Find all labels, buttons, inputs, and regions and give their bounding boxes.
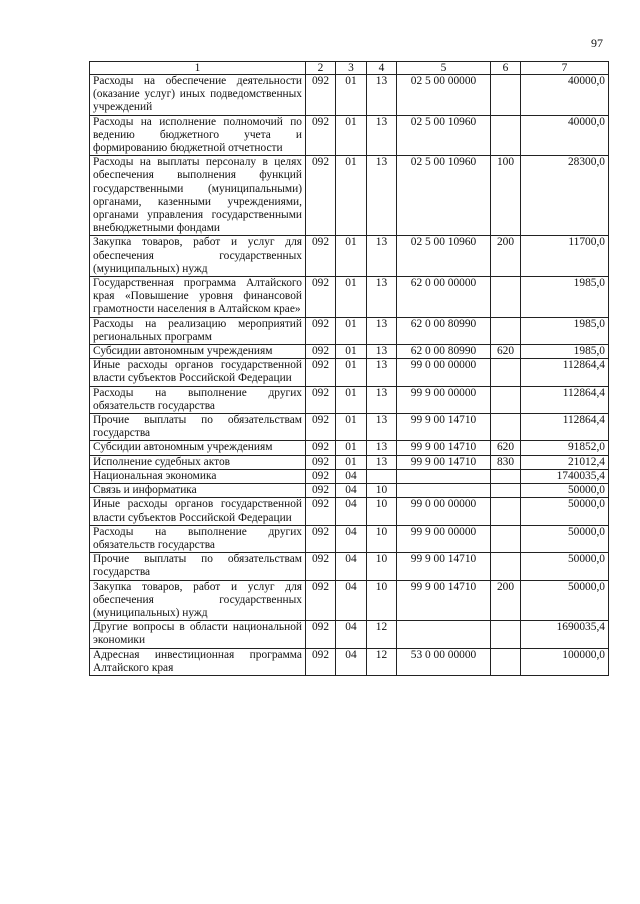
row-csr: 02 5 00 10960	[397, 156, 491, 236]
row-rz: 01	[336, 277, 367, 318]
row-name: Расходы на выполнение других обязательств государства	[90, 525, 306, 552]
row-amount: 21012,4	[521, 455, 609, 469]
row-vr: 620	[491, 441, 521, 455]
row-name: Расходы на выплаты персоналу в целях обеспечения выполнения функций государственными (муниципальными) органами, казенными учреждениями, органами управления государственными внебюджетными фондами	[90, 156, 306, 236]
row-ved: 092	[306, 621, 336, 648]
row-rz: 04	[336, 469, 367, 483]
table-row	[90, 414, 609, 441]
row-ved: 092	[306, 75, 336, 116]
row-vr: 200	[491, 236, 521, 277]
row-pr: 13	[367, 115, 397, 156]
row-vr	[491, 115, 521, 156]
row-ved: 092	[306, 386, 336, 413]
budget-table	[89, 61, 609, 676]
table-row	[90, 156, 609, 236]
row-vr: 620	[491, 345, 521, 359]
table-row	[90, 648, 609, 675]
row-csr: 99 9 00 00000	[397, 525, 491, 552]
col-header-ved: 2	[306, 62, 336, 75]
row-name: Связь и информатика	[90, 484, 306, 498]
row-csr: 99 9 00 14710	[397, 580, 491, 621]
table-row	[90, 277, 609, 318]
row-amount: 11700,0	[521, 236, 609, 277]
row-pr: 13	[367, 75, 397, 116]
row-csr: 99 9 00 00000	[397, 386, 491, 413]
row-rz: 01	[336, 345, 367, 359]
row-csr: 62 0 00 80990	[397, 317, 491, 344]
row-vr	[491, 525, 521, 552]
col-header-amount: 7	[521, 62, 609, 75]
table-row	[90, 455, 609, 469]
row-ved: 092	[306, 553, 336, 580]
row-rz: 04	[336, 525, 367, 552]
row-rz: 01	[336, 455, 367, 469]
row-csr: 53 0 00 00000	[397, 648, 491, 675]
row-csr: 02 5 00 10960	[397, 115, 491, 156]
row-amount: 40000,0	[521, 75, 609, 116]
row-ved: 092	[306, 484, 336, 498]
row-ved: 092	[306, 469, 336, 483]
row-ved: 092	[306, 317, 336, 344]
row-amount: 50000,0	[521, 484, 609, 498]
table-row	[90, 441, 609, 455]
col-header-pr: 4	[367, 62, 397, 75]
row-amount: 50000,0	[521, 525, 609, 552]
row-ved: 092	[306, 359, 336, 386]
row-name: Расходы на исполнение полномочий по ведению бюджетного учета и формированию бюджетной отчетности	[90, 115, 306, 156]
row-csr	[397, 484, 491, 498]
row-pr: 10	[367, 580, 397, 621]
row-pr: 10	[367, 553, 397, 580]
row-amount: 100000,0	[521, 648, 609, 675]
row-amount: 28300,0	[521, 156, 609, 236]
row-pr: 10	[367, 498, 397, 525]
col-header-csr: 5	[397, 62, 491, 75]
table-row	[90, 359, 609, 386]
row-rz: 01	[336, 236, 367, 277]
table-row	[90, 386, 609, 413]
row-ved: 092	[306, 455, 336, 469]
row-vr	[491, 469, 521, 483]
row-vr	[491, 277, 521, 318]
row-amount: 112864,4	[521, 386, 609, 413]
table-row	[90, 498, 609, 525]
row-vr	[491, 317, 521, 344]
row-name: Другие вопросы в области национальной экономики	[90, 621, 306, 648]
row-csr: 62 0 00 00000	[397, 277, 491, 318]
row-ved: 092	[306, 414, 336, 441]
table-row	[90, 469, 609, 483]
row-name: Расходы на обеспечение деятельности (оказание услуг) иных подведомственных учреждений	[90, 75, 306, 116]
row-ved: 092	[306, 277, 336, 318]
row-pr: 13	[367, 414, 397, 441]
row-name: Субсидии автономным учреждениям	[90, 441, 306, 455]
row-amount: 112864,4	[521, 414, 609, 441]
row-amount: 50000,0	[521, 580, 609, 621]
row-amount: 1740035,4	[521, 469, 609, 483]
row-ved: 092	[306, 345, 336, 359]
row-amount: 1985,0	[521, 317, 609, 344]
row-pr: 10	[367, 525, 397, 552]
row-name: Иные расходы органов государственной власти субъектов Российской Федерации	[90, 359, 306, 386]
row-vr	[491, 648, 521, 675]
page-number: 97	[591, 36, 603, 50]
row-pr: 13	[367, 455, 397, 469]
row-pr: 12	[367, 648, 397, 675]
row-pr: 13	[367, 386, 397, 413]
row-csr: 99 9 00 14710	[397, 414, 491, 441]
row-ved: 092	[306, 648, 336, 675]
row-amount: 91852,0	[521, 441, 609, 455]
row-rz: 01	[336, 75, 367, 116]
col-header-rz: 3	[336, 62, 367, 75]
row-rz: 04	[336, 648, 367, 675]
table-row	[90, 345, 609, 359]
row-csr: 62 0 00 80990	[397, 345, 491, 359]
row-rz: 04	[336, 621, 367, 648]
row-vr	[491, 553, 521, 580]
row-ved: 092	[306, 580, 336, 621]
row-amount: 112864,4	[521, 359, 609, 386]
row-amount: 50000,0	[521, 553, 609, 580]
col-header-name: 1	[90, 62, 306, 75]
row-rz: 04	[336, 484, 367, 498]
row-ved: 092	[306, 498, 336, 525]
row-pr: 12	[367, 621, 397, 648]
row-pr: 13	[367, 277, 397, 318]
row-amount: 1985,0	[521, 345, 609, 359]
row-ved: 092	[306, 156, 336, 236]
row-name: Субсидии автономным учреждениям	[90, 345, 306, 359]
row-pr: 13	[367, 345, 397, 359]
row-name: Расходы на реализацию мероприятий региональных программ	[90, 317, 306, 344]
row-pr: 13	[367, 317, 397, 344]
row-rz: 01	[336, 317, 367, 344]
row-csr: 99 0 00 00000	[397, 359, 491, 386]
row-amount: 1690035,4	[521, 621, 609, 648]
row-vr: 100	[491, 156, 521, 236]
row-pr: 13	[367, 156, 397, 236]
row-ved: 092	[306, 441, 336, 455]
header-row	[90, 62, 609, 75]
table-row	[90, 580, 609, 621]
table-row	[90, 525, 609, 552]
row-pr: 10	[367, 484, 397, 498]
row-vr	[491, 414, 521, 441]
row-vr: 830	[491, 455, 521, 469]
row-pr	[367, 469, 397, 483]
row-ved: 092	[306, 115, 336, 156]
row-csr: 99 9 00 14710	[397, 553, 491, 580]
row-csr: 02 5 00 10960	[397, 236, 491, 277]
table-row	[90, 115, 609, 156]
row-rz: 01	[336, 441, 367, 455]
table-row	[90, 317, 609, 344]
row-vr	[491, 75, 521, 116]
row-csr	[397, 469, 491, 483]
row-rz: 01	[336, 115, 367, 156]
table-row	[90, 75, 609, 116]
col-header-vr: 6	[491, 62, 521, 75]
row-rz: 04	[336, 580, 367, 621]
table-row	[90, 236, 609, 277]
row-name: Государственная программа Алтайского края «Повышение уровня финансовой грамотности населения в Алтайском крае»	[90, 277, 306, 318]
row-amount: 1985,0	[521, 277, 609, 318]
row-rz: 01	[336, 414, 367, 441]
row-pr: 13	[367, 359, 397, 386]
row-amount: 40000,0	[521, 115, 609, 156]
row-csr: 02 5 00 00000	[397, 75, 491, 116]
row-vr	[491, 498, 521, 525]
row-ved: 092	[306, 236, 336, 277]
row-rz: 01	[336, 156, 367, 236]
row-pr: 13	[367, 441, 397, 455]
table-row	[90, 484, 609, 498]
row-ved: 092	[306, 525, 336, 552]
row-name: Исполнение судебных актов	[90, 455, 306, 469]
row-rz: 01	[336, 386, 367, 413]
row-vr	[491, 386, 521, 413]
row-rz: 04	[336, 498, 367, 525]
row-csr: 99 0 00 00000	[397, 498, 491, 525]
row-name: Прочие выплаты по обязательствам государства	[90, 553, 306, 580]
row-csr: 99 9 00 14710	[397, 441, 491, 455]
row-name: Прочие выплаты по обязательствам государства	[90, 414, 306, 441]
row-name: Закупка товаров, работ и услуг для обеспечения государственных (муниципальных) нужд	[90, 236, 306, 277]
row-name: Адресная инвестиционная программа Алтайского края	[90, 648, 306, 675]
table-row	[90, 553, 609, 580]
row-vr: 200	[491, 580, 521, 621]
row-name: Закупка товаров, работ и услуг для обеспечения государственных (муниципальных) нужд	[90, 580, 306, 621]
row-csr: 99 9 00 14710	[397, 455, 491, 469]
row-vr	[491, 484, 521, 498]
row-amount: 50000,0	[521, 498, 609, 525]
row-name: Расходы на выполнение других обязательств государства	[90, 386, 306, 413]
row-vr	[491, 621, 521, 648]
row-csr	[397, 621, 491, 648]
row-name: Иные расходы органов государственной власти субъектов Российской Федерации	[90, 498, 306, 525]
table-row	[90, 621, 609, 648]
row-vr	[491, 359, 521, 386]
row-rz: 01	[336, 359, 367, 386]
row-pr: 13	[367, 236, 397, 277]
row-name: Национальная экономика	[90, 469, 306, 483]
row-rz: 04	[336, 553, 367, 580]
